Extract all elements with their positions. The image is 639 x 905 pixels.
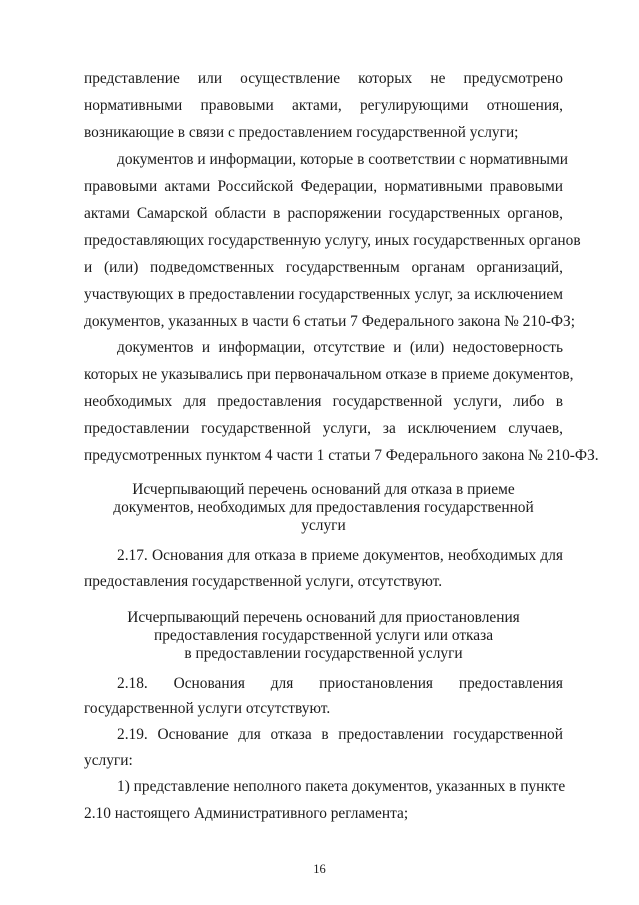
text-line: необходимых для предоставления государственной услуги, либо в: [84, 393, 563, 410]
text-line: представление или осуществление которых не предусмотрено: [84, 70, 563, 87]
text-line: предоставляющих государственную услугу, иных государственных органов: [84, 232, 581, 249]
section-heading: услуги: [301, 517, 346, 534]
paragraph-line: предоставления государственной услуги, отсутствуют.: [84, 573, 443, 590]
paragraph-line: государственной услуги отсутствуют.: [84, 700, 331, 717]
section-heading: документов, необходимых для предоставления государственной: [113, 499, 534, 516]
list-item-line: 2.10 настоящего Административного регламента;: [84, 805, 409, 822]
text-line: документов и информации, которые в соответствии с нормативными: [117, 151, 568, 168]
text-line: предусмотренных пунктом 4 части 1 статьи 7 Федерального закона № 210-ФЗ.: [84, 447, 599, 464]
text-line: правовыми актами Российской Федерации, нормативными правовыми: [84, 178, 563, 195]
text-line: предоставлении государственной услуги, за исключением случаев,: [84, 420, 563, 437]
text-line: документов и информации, отсутствие и (или) недостоверность: [117, 339, 563, 356]
text-line: возникающие в связи с предоставлением государственной услуги;: [84, 124, 519, 141]
list-item-line: 1) представление неполного пакета документов, указанных в пункте: [117, 778, 566, 795]
text-line: нормативными правовыми актами, регулирующими отношения,: [84, 97, 563, 114]
text-line: и (или) подведомственных государственным органам организаций,: [84, 259, 563, 276]
text-line: актами Самарской области в распоряжении государственных органов,: [84, 205, 563, 222]
page-number: 16: [313, 862, 326, 876]
paragraph-line: 2.18. Основания для приостановления предоставления: [117, 675, 563, 692]
paragraph-line: услуги:: [84, 752, 133, 769]
section-heading: предоставления государственной услуги или отказа: [153, 627, 494, 644]
section-heading: в предоставлении государственной услуги: [184, 645, 463, 662]
paragraph-line: 2.19. Основание для отказа в предоставлении государственной: [117, 726, 563, 743]
text-line: которых не указывались при первоначальном отказе в приеме документов,: [84, 366, 574, 383]
section-heading: Исчерпывающий перечень оснований для отказа в приеме: [132, 481, 515, 498]
section-heading: Исчерпывающий перечень оснований для приостановления: [127, 609, 520, 626]
paragraph-line: 2.17. Основания для отказа в приеме документов, необходимых для: [117, 547, 563, 564]
text-line: документов, указанных в части 6 статьи 7 Федерального закона № 210-ФЗ;: [84, 313, 576, 330]
text-line: участвующих в предоставлении государственных услуг, за исключением: [84, 286, 563, 303]
